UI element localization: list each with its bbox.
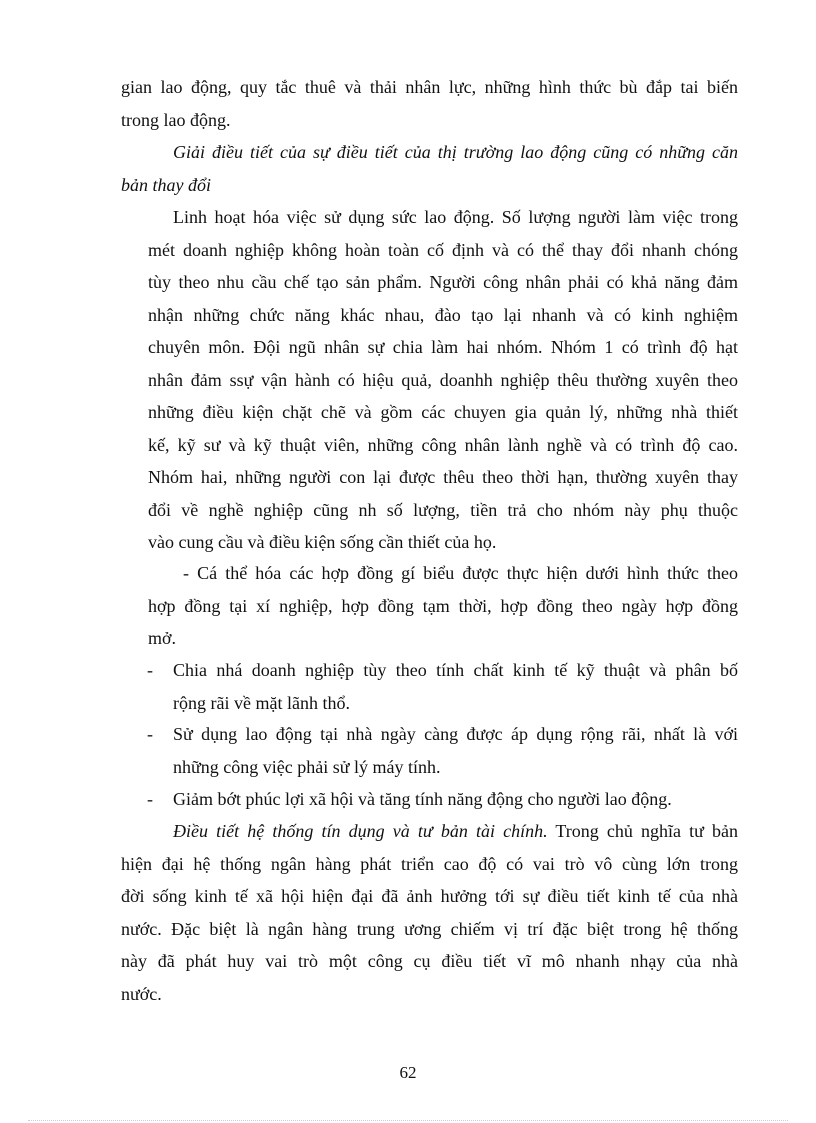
text-line: Linh hoạt hóa việc sử dụng sức lao động. Số lượng người làm việc trong xyxy=(173,207,738,227)
text-line: trong lao động. xyxy=(121,109,231,130)
text-line: đổi về nghề nghiệp cũng nh số lượng, tiền trả cho nhóm này phụ thuộc xyxy=(148,499,738,520)
text-line: kế, kỹ sư và kỹ thuật viên, những công nhân lành nghề và có trình độ cao. xyxy=(148,434,738,455)
paragraph-credit-system xyxy=(121,815,738,1010)
text-line: nhận những chức năng khác nhau, đào tạo lại nhanh và có kinh nghiệm xyxy=(148,304,738,325)
text-line: hiện đại hệ thống ngân hàng phát triển cao độ có vai trò vô cùng lớn trong xyxy=(121,853,738,874)
paragraph-flexible-labor xyxy=(148,201,738,559)
paragraph-continuation xyxy=(121,71,738,136)
text-line: - Cá thể hóa các hợp đồng gí biểu được thực hiện dưới hình thức theo xyxy=(183,563,738,583)
list-item-text xyxy=(173,783,738,816)
text-line: đời sống kinh tế xã hội hiện đại đã ảnh hưởng tới sự điều tiết kinh tế của nhà xyxy=(121,886,738,906)
text-fragment: Trong chủ nghĩa tư bản xyxy=(547,821,738,841)
text-line: mét doanh nghiệp không hoàn toàn cố định và có thể thay đổi nhanh chóng xyxy=(148,239,738,260)
list-item-text xyxy=(173,654,738,719)
text-line: nước. xyxy=(121,983,162,1004)
text-line: chuyên môn. Đội ngũ nhân sự chia làm hai nhóm. Nhóm 1 có trình độ hạt xyxy=(148,337,738,357)
bullet-marker: - xyxy=(147,724,153,744)
text-line: gian lao động, quy tắc thuê và thải nhân lực, những hình thức bù đắp tai biến xyxy=(121,77,738,97)
text-line: rộng rãi về mặt lãnh thổ. xyxy=(173,692,350,713)
text-line: hợp đồng tại xí nghiệp, hợp đồng tạm thời, hợp đồng theo ngày hợp đồng xyxy=(148,595,738,616)
list-item-text xyxy=(173,718,738,783)
bullet-marker: - xyxy=(147,660,153,680)
page-bottom-divider xyxy=(28,1120,788,1121)
text-line: nhân đảm ssự vận hành có hiệu quả, doanhh nghiệp thêu thường xuyên theo xyxy=(148,369,738,390)
text-line: Giảm bớt phúc lợi xã hội và tăng tính năng động cho người lao động. xyxy=(173,789,672,809)
text-line: Chia nhá doanh nghiệp tùy theo tính chất kinh tế kỹ thuật và phân bố xyxy=(173,660,738,680)
text-line: mở. xyxy=(148,628,177,648)
text-line xyxy=(121,815,738,848)
text-line: Giải điều tiết của sự điều tiết của thị trường lao động cũng có những căn xyxy=(173,142,738,162)
paragraph-contract-individualization xyxy=(148,557,738,655)
italic-lead-text: Điều tiết hệ thống tín dụng và tư bản tài chính. xyxy=(173,821,548,841)
text-line: Sử dụng lao động tại nhà ngày càng được áp dụng rộng rãi, nhất là với xyxy=(173,724,738,744)
text-line: nước. Đặc biệt là ngân hàng trung ương chiếm vị trí đặc biệt trong hệ thống xyxy=(121,918,738,939)
paragraph-italic-intro xyxy=(121,136,738,201)
text-line: Nhóm hai, những người con lại được thêu theo thời hạn, thường xuyên thay xyxy=(148,467,738,487)
text-line: bản thay đổi xyxy=(121,174,211,195)
page-number: 62 xyxy=(399,1063,417,1082)
text-line: tùy theo nhu cầu chế tạo sản phẩm. Người công nhân phải có khả năng đảm xyxy=(148,272,738,292)
text-line: vào cung cầu và điều kiện sống cần thiết của họ. xyxy=(148,532,497,552)
text-line: những điều kiện chặt chẽ và gồm các chuyen gia quản lý, những nhà thiết xyxy=(148,402,738,422)
text-line: những công việc phải sử lý máy tính. xyxy=(173,756,441,777)
text-line: này đã phát huy vai trò một công cụ điều tiết vĩ mô nhanh nhạy của nhà xyxy=(121,951,738,971)
bullet-marker: - xyxy=(147,789,153,809)
